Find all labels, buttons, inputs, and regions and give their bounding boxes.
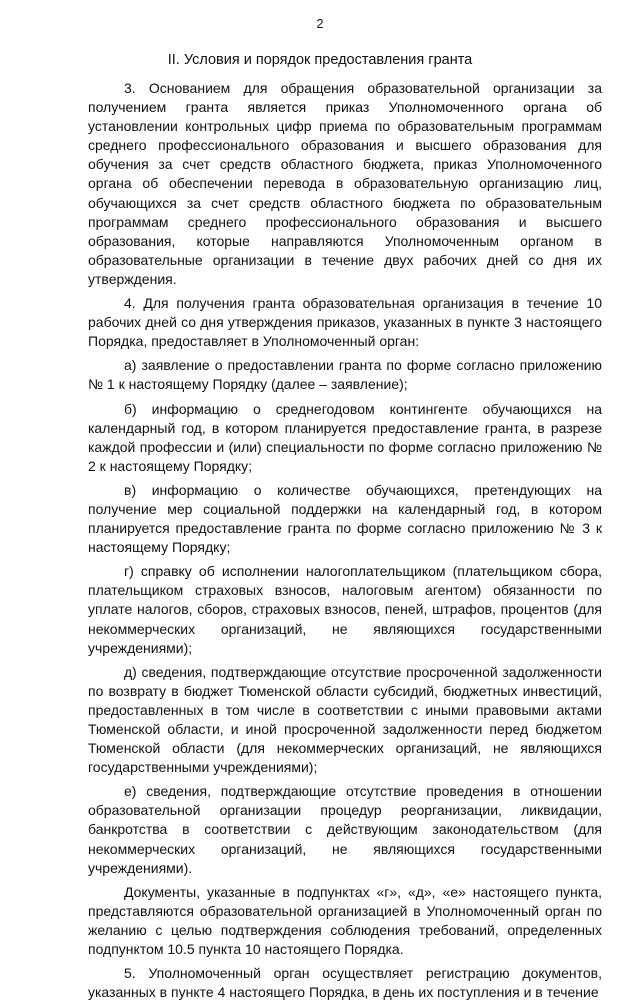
section-title: II. Условия и порядок предоставления гранта bbox=[167, 52, 473, 68]
item-d: д) сведения, подтверждающие отсутствие просроченной задолженности по возврату в бюджет Тюменской области субсидий, бюджетных инвестиций, предоставленных в том числе в соответствии с иными правовыми актами Тюменской области, и иной просроченной задолженности перед бюджетом Тюменской области (для некоммерческих организаций, не являющихся государственными учреждениями); bbox=[88, 663, 602, 776]
item-v: в) информацию о количестве обучающихся, претендующих на получение мер социальной поддержки на календарный год, в котором планируется предоставление гранта по форме согласно приложению № 3 к настоящему Порядку; bbox=[88, 481, 602, 556]
page-number: 2 bbox=[316, 17, 324, 31]
paragraph-4: 4. Для получения гранта образовательная организация в течение 10 рабочих дней со дня утверждения приказов, указанных в пункте 3 настоящего Порядка, предоставляет в Уполномоченный орган: bbox=[88, 295, 602, 350]
item-b: б) информацию о среднегодовом контингенте обучающихся на календарный год, в котором планируется предоставление гранта, в разрезе каждой профессии и (или) специальности по форме согласно приложению № 2 к настоящему Порядку; bbox=[88, 400, 602, 474]
item-g: г) справку об исполнении налогоплательщиком (плательщиком сбора, плательщиком страховых взносов, налоговым агентом) обязанности по уплате налогов, сборов, страховых взносов, пеней, штрафов, процентов (для некоммерческих организаций, не являющихся государственными учреждениями); bbox=[88, 563, 602, 656]
documents-note: Документы, указанные в подпунктах «г», «д», «е» настоящего пункта, представляются образовательной организацией в Уполномоченный орган по желанию с целью подтверждения соблюдения требований, определенных подпунктом 10.5 пункта 10 настоящего Порядка. bbox=[88, 883, 602, 958]
paragraph-3: 3. Основанием для обращения образовательной организации за получением гранта является приказ Уполномоченного органа об установлении контрольных цифр приема по образовательным программам среднего профессионального образования и высшего образования для обучения за счет средств областного бюджета, приказ Уполномоченного органа об обеспечении перевода в образовательную организацию лиц, обучающихся за счет средств областного бюджета по образовательным программам среднего профессионального образования и высшего образования, которые направляются Уполномоченным органом в образовательные организации в течение двух рабочих дней со дня их утверждения. bbox=[88, 80, 602, 287]
item-a: а) заявление о предоставлении гранта по форме согласно приложению № 1 к настоящему Порядку (далее – заявление); bbox=[88, 357, 602, 393]
document-body bbox=[88, 79, 602, 1007]
item-e: е) сведения, подтверждающие отсутствие проведения в отношении образовательной организации процедур реорганизации, ликвидации, банкротства в соответствии с действующим законодательством (для некоммерческих организаций, не являющихся государственными учреждениями). bbox=[88, 783, 602, 876]
paragraph-5: 5. Уполномоченный орган осуществляет регистрацию документов, указанных в пункте 4 настоящего Порядка, в день их поступления и в течение bbox=[88, 965, 602, 1001]
